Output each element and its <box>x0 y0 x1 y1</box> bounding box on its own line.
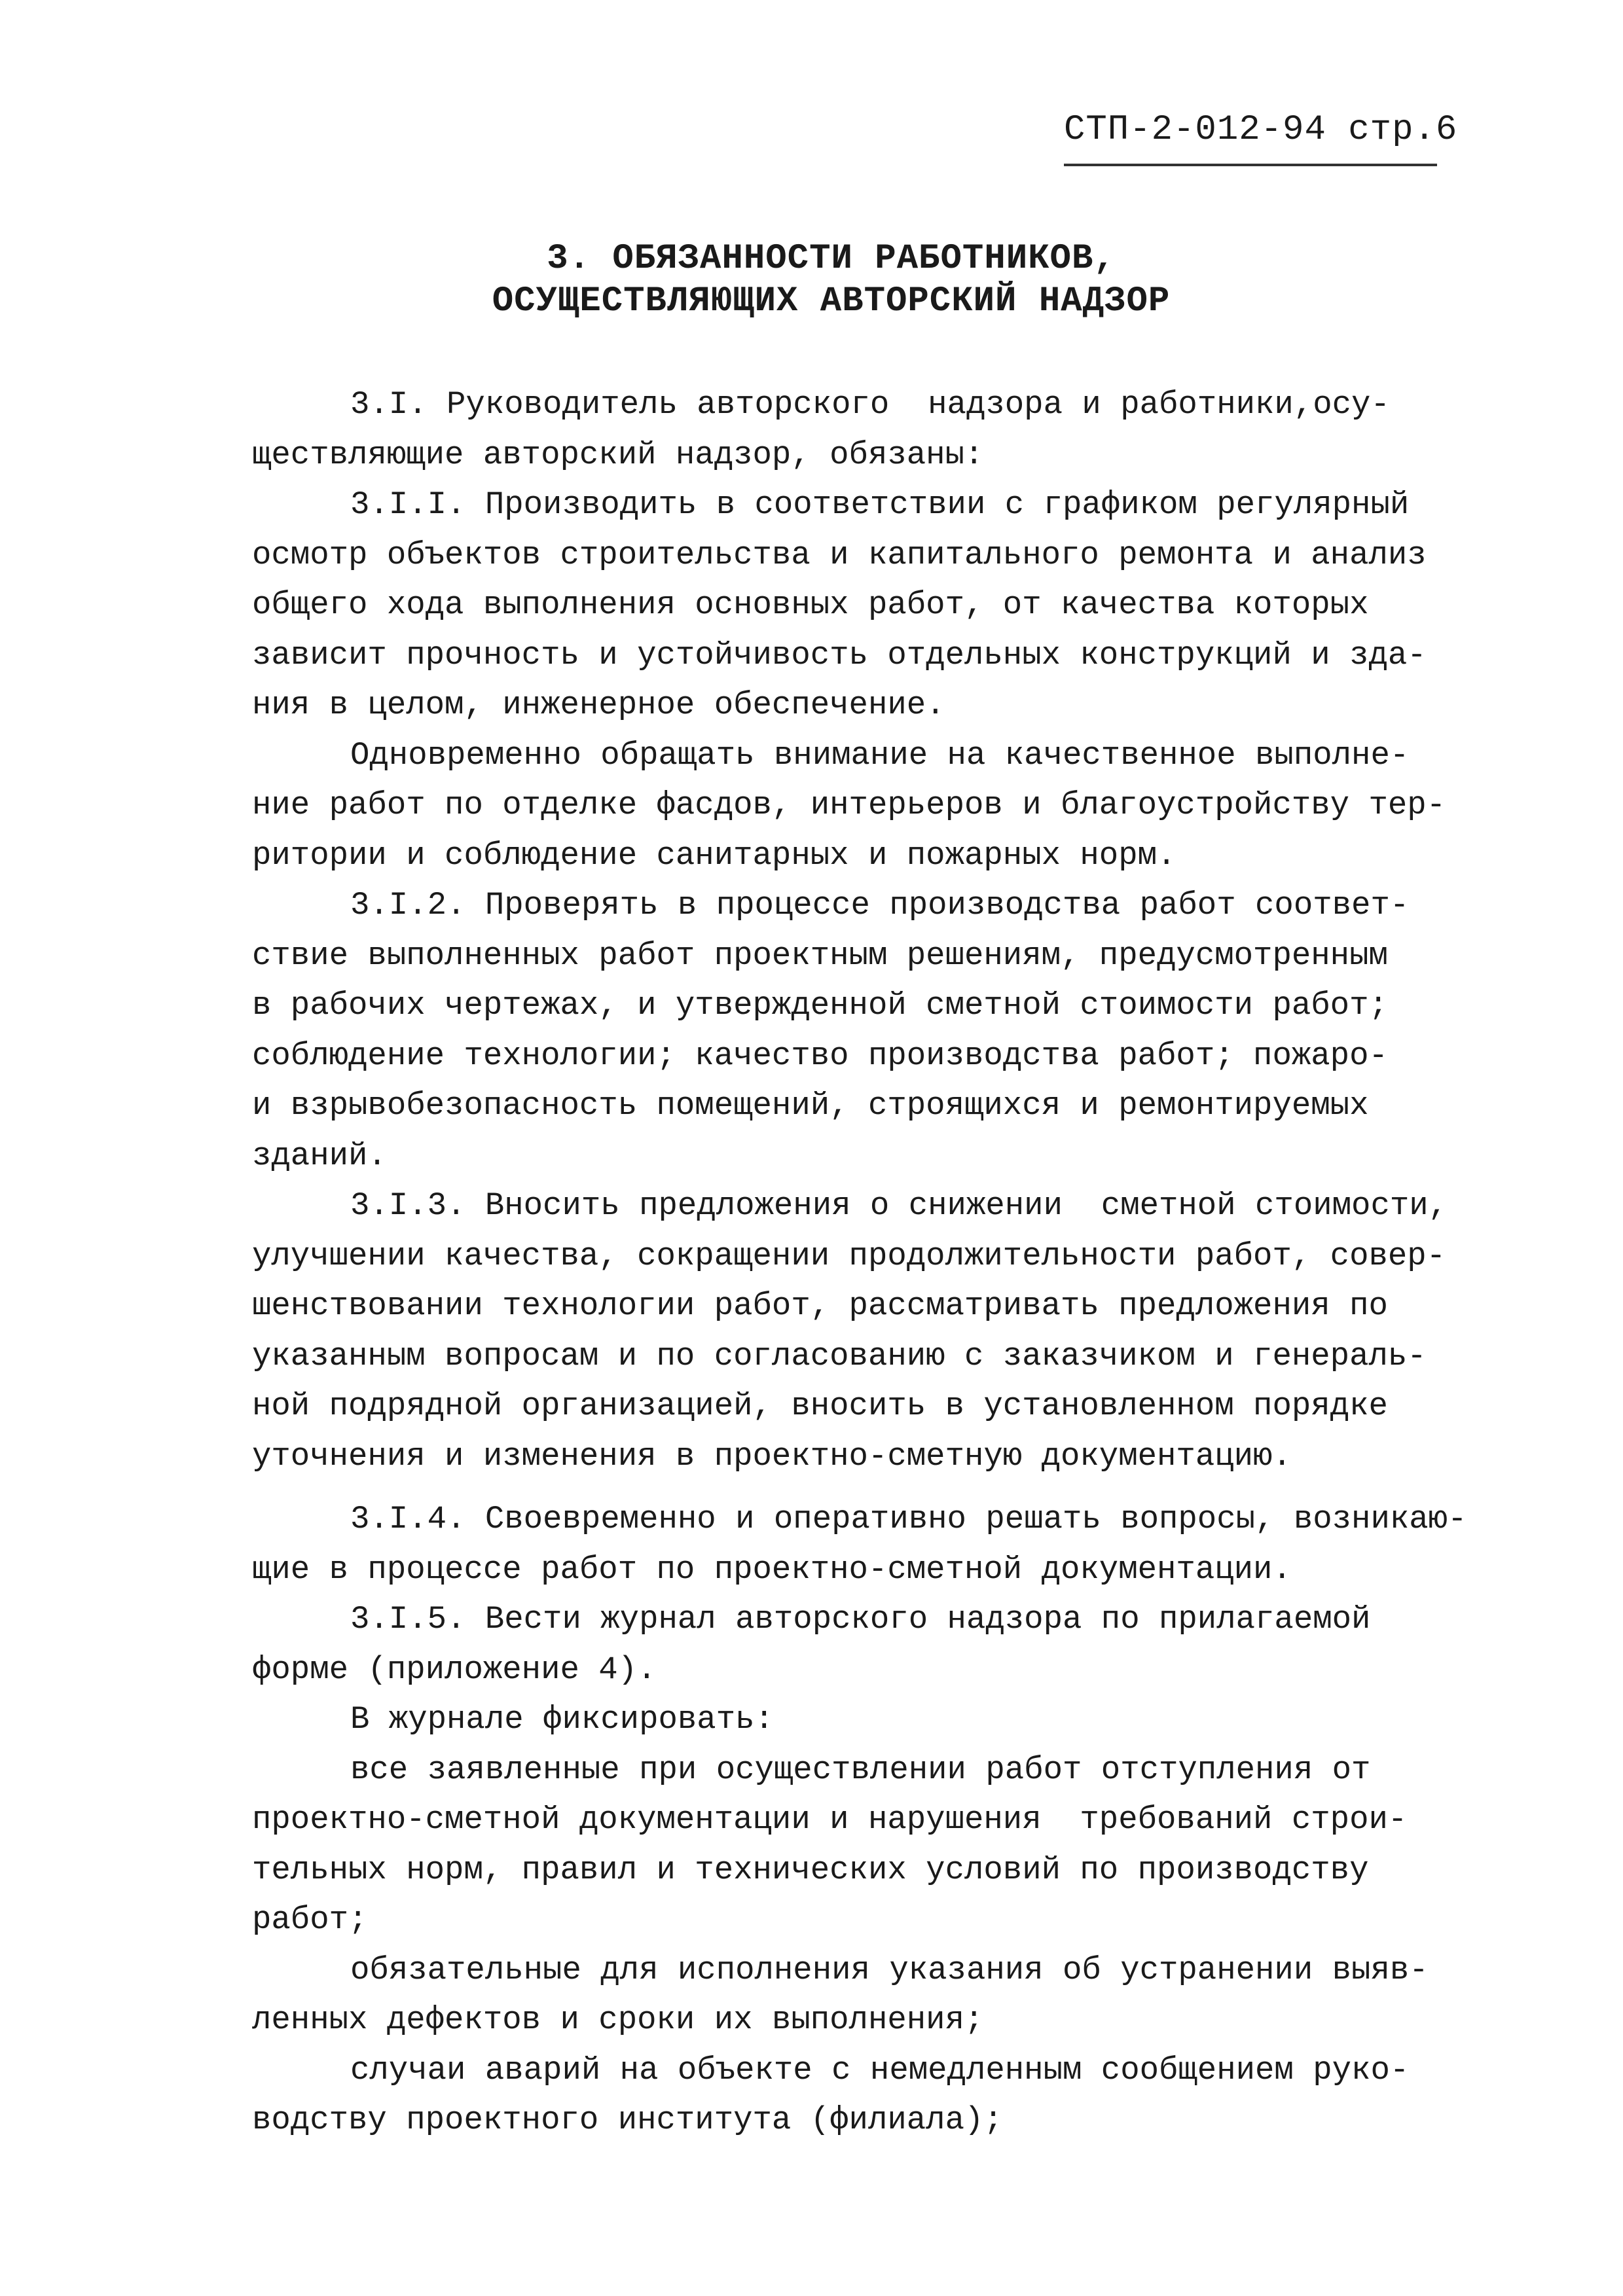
text-line: 3.I.2. Проверять в процессе производства работ соответ- <box>350 887 1410 924</box>
text-line: 3.I.4. Своевременно и оперативно решать вопросы, возникаю- <box>350 1501 1467 1537</box>
text-line: ществляющие авторский надзор, обязаны: <box>252 436 984 473</box>
document-reference: СТП-2-012-94 стр.6 <box>1064 110 1458 150</box>
text-line: ритории и соблюдение санитарных и пожарных норм. <box>252 836 1176 874</box>
paragraph-gap <box>252 1481 1496 1494</box>
text-line: и взрывобезопасность помещений, строящихся и ремонтируемых <box>252 1087 1369 1124</box>
text-line: все заявленные при осуществлении работ отступления от <box>350 1751 1371 1788</box>
text-line: В журнале фиксировать: <box>350 1701 774 1738</box>
text-line: водству проектного института (филиала); <box>252 2102 1003 2138</box>
text-line: обязательные для исполнения указания об устранении выяв- <box>350 1951 1429 1988</box>
text-line: Одновременно обращать внимание на качественное выполне- <box>350 736 1410 774</box>
section-title-line-1: 3. ОБЯЗАННОСТИ РАБОТНИКОВ, <box>547 239 1116 279</box>
text-line: в рабочих чертежах, и утвержденной сметной стоимости работ; <box>252 987 1388 1024</box>
text-line: случаи аварий на объекте с немедленным сообщением руко- <box>350 2051 1410 2089</box>
text-line: ния в целом, инженерное обеспечение. <box>252 687 945 723</box>
text-line: ние работ по отделке фасдов, интерьеров и благоустройству тер- <box>252 787 1446 823</box>
text-line: тельных норм, правил и технических условий по производству <box>252 1851 1369 1888</box>
text-line: ленных дефектов и сроки их выполнения; <box>252 2001 984 2038</box>
text-line: шенствовании технологии работ, рассматривать предложения по <box>252 1287 1388 1324</box>
document-body <box>252 380 1496 2145</box>
text-line: проектно-сметной документации и нарушения требований строи- <box>252 1801 1408 1838</box>
text-line: 3.I.I. Производить в соответствии с графиком регулярный <box>350 486 1410 523</box>
header-underline <box>1064 164 1437 166</box>
text-line: общего хода выполнения основных работ, от качества которых <box>252 586 1369 623</box>
text-line: ной подрядной организацией, вносить в установленном порядке <box>252 1388 1388 1424</box>
section-title-line-2: ОСУЩЕСТВЛЯЮЩИХ АВТОРСКИЙ НАДЗОР <box>492 281 1171 321</box>
text-line: осмотр объектов строительства и капитального ремонта и анализ <box>252 536 1427 573</box>
text-line: ствие выполненных работ проектным решениям, предусмотренным <box>252 937 1388 974</box>
text-line: улучшении качества, сокращении продолжительности работ, совер- <box>252 1237 1446 1274</box>
text-line: зависит прочность и устойчивость отдельных конструкций и зда- <box>252 636 1427 673</box>
text-line: зданий. <box>252 1137 387 1174</box>
text-line: 3.I. Руководитель авторского надзора и работники,осу- <box>350 386 1390 423</box>
text-line: работ; <box>252 1901 368 1938</box>
text-line: указанным вопросам и по согласованию с заказчиком и генераль- <box>252 1337 1427 1374</box>
text-line: соблюдение технологии; качество производства работ; пожаро- <box>252 1037 1388 1074</box>
text-line: 3.I.5. Вести журнал авторского надзора по прилагаемой <box>350 1601 1371 1638</box>
text-line: щие в процессе работ по проектно-сметной документации. <box>252 1551 1292 1588</box>
text-line: форме (приложение 4). <box>252 1651 657 1688</box>
text-line: 3.I.3. Вносить предложения о снижении сметной стоимости, <box>350 1187 1448 1224</box>
text-line: уточнения и изменения в проектно-сметную документацию. <box>252 1437 1292 1475</box>
